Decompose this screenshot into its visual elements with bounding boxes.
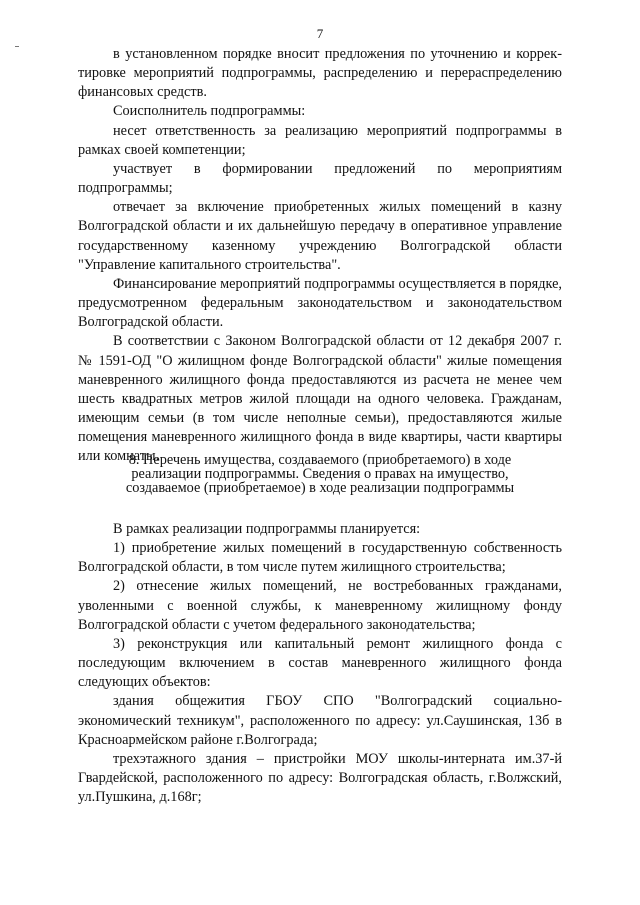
paragraph-responsibility: несет ответственность за реализацию мероприятий подпрограммы в рамках своей компетенции; bbox=[78, 122, 562, 158]
heading-line: реализации подпрограммы. Сведения о правах на имущество, bbox=[131, 466, 509, 482]
heading-line: 8. Перечень имущества, создаваемого (приобретаемого) в ходе bbox=[128, 452, 512, 468]
section-8-heading bbox=[78, 453, 562, 495]
list-item-reconstruction: 3) реконструкция или капитальный ремонт жилищного фонда с последующим включением в состав маневренного жилищного фонда следующих объектов: bbox=[78, 635, 562, 691]
list-item-acquisition: 1) приобретение жилых помещений в государственную собственность Волгоградской области, в том числе путем жилищного строительства; bbox=[78, 540, 562, 576]
paragraph-law-reference: В соответствии с Законом Волгоградской области от 12 декабря 2007 г. № 1591-ОД "О жилищном фонде Волгоградской области" жилые помещения маневренного жилищного фонда предоставляются из расчета не менее чем шесть квадратных метров жилой площади на одного человека. Гражданам, имеющим семьи (в том числе неполные семьи), предоставляются жилые помещения маневренного жилищного фонда в виде квартиры, части квартиры или комнаты. bbox=[78, 333, 562, 465]
section-1-body bbox=[78, 45, 562, 466]
margin-mark bbox=[15, 46, 19, 47]
paragraph-plan-intro: В рамках реализации подпрограммы планируется: bbox=[113, 521, 421, 537]
paragraph-treasury-transfer: отвечает за включение приобретенных жилых помещений в казну Волгоградской области и их дальнейшую передачу в оперативное управление государственному казенному учреждению Волгоградской области "Управление капитального строительства". bbox=[78, 199, 562, 273]
paragraph-financing: Финансирование мероприятий подпрограммы осуществляется в порядке, предусмотренном федеральным законодательством и законодательством Волгоградской области. bbox=[78, 275, 562, 331]
page-number: 7 bbox=[316, 26, 324, 41]
object-dormitory: здания общежития ГБОУ СПО "Волгоградский социально-экономический техникум", расположенного по адресу: ул.Саушинская, 13б в Красноармейском районе г.Волгограда; bbox=[78, 693, 562, 748]
section-8-body bbox=[78, 520, 562, 807]
paragraph-co-executor-title: Соисполнитель подпрограммы: bbox=[113, 103, 306, 120]
heading-line: создаваемое (приобретаемое) в ходе реализации подпрограммы bbox=[125, 480, 515, 496]
object-school-extension: трехэтажного здания – пристройки МОУ школы-интерната им.37-й Гвардейской, расположенного по адресу: Волгоградская область, г.Волжский, ул.Пушкина, д.168г; bbox=[78, 750, 562, 806]
paragraph-proposals: в установленном порядке вносит предложения по уточнению и корректировке мероприятий подпрограммы, распределению и перераспределению финансовых средств. bbox=[78, 46, 562, 101]
paragraph-participation: участвует в формировании предложений по мероприятиям подпрограммы; bbox=[78, 160, 562, 197]
list-item-reclassification: 2) отнесение жилых помещений, не востребованных гражданами, уволенными с военной службы, к маневренному жилищному фонду Волгоградской области с учетом федерального законодательства; bbox=[78, 578, 562, 633]
